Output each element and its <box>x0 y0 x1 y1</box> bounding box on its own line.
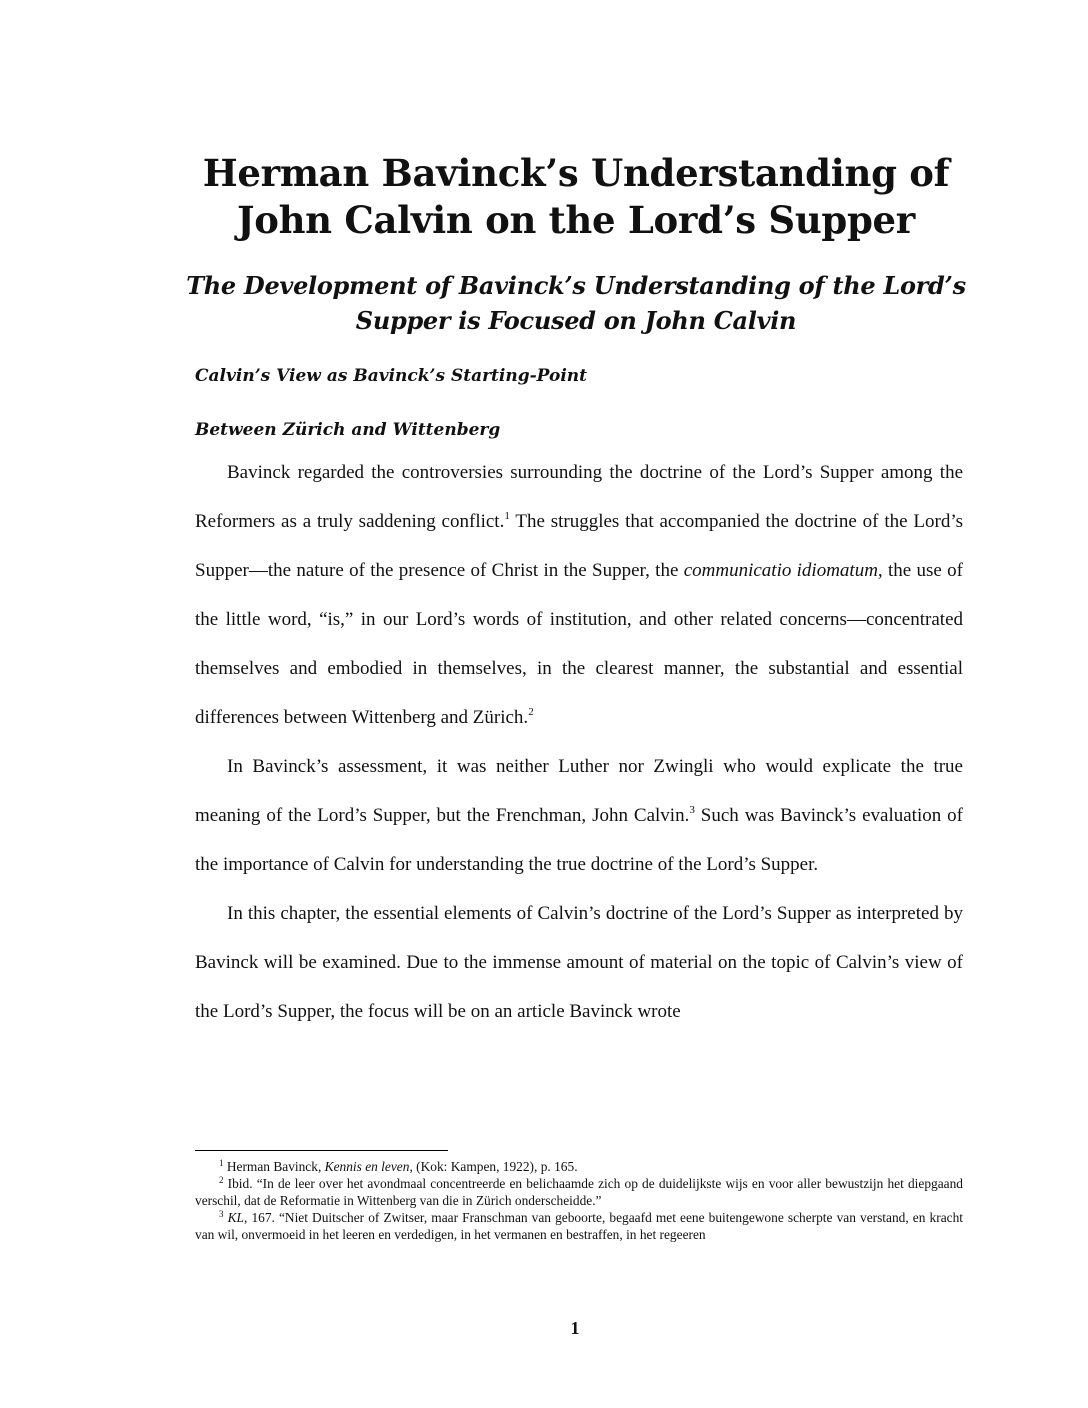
section-heading: Calvin’s View as Bavinck’s Starting-Point <box>195 366 587 386</box>
paragraph-2: In Bavinck’s assessment, it was neither Luther nor Zwingli who would explicate the true meaning of the Lord’s Supper, but the Frenchman, John Calvin.$^3$ Such was Bavinck’s evaluation of the importance of Calvin for understanding the true doctrine of the Lord’s Supper. <box>195 756 964 875</box>
document-subtitle: The Development of Bavinck’s Understanding of the Lord’s Supper is Focused on John Calvin <box>186 271 966 335</box>
footnote-ref-3[interactable]: 3 <box>689 804 695 816</box>
paragraph-1: Bavinck regarded the controversies surrounding the doctrine of the Lord’s Supper among the Reformers as a truly saddening conflict.$^1$ The struggles that accompanied the doctrine of the Lord’s Supper—the nature of the presence of Christ in the Supper, the communicatio idiomatum, the use of the little word, “is,” in our Lord’s words of institution, and other related concerns—concentrated themselves and embodied in themselves, in the clearest manner, the substantial and essential differences between Wittenberg and Zürich.$^2$ <box>195 462 963 728</box>
body-text <box>195 448 963 1036</box>
footnote-ref-1[interactable]: 1 <box>504 510 510 522</box>
document-title: Herman Bavinck’s Understanding of John Calvin on the Lord’s Supper <box>202 151 950 242</box>
footnote-2: $^2$ Ibid. “In de leer over het avondmaal concentreerde en belichaamde zich op de duidelijkste wijs en voor aller bewustzijn het diepgaand verschil, dat de Reformatie in Wittenberg van die in Zürich onderscheidde.” <box>195 1175 963 1208</box>
paragraph-3: In this chapter, the essential elements of Calvin’s doctrine of the Lord’s Supper as interpreted by Bavinck will be examined. Due to the immense amount of material on the topic of Calvin’s view of the Lord’s Supper, the focus will be on an article Bavinck wrote <box>195 903 963 1022</box>
page-number: 1 <box>570 1318 580 1338</box>
footnote-1: $^1$ Herman Bavinck, Kennis en leven, (Kok: Kampen, 1922), p. 165. <box>219 1158 578 1174</box>
subsection-heading: Between Zürich and Wittenberg <box>195 420 501 440</box>
footnote-3: $^3$ KL, 167. “Niet Duitscher of Zwitser, maar Franschman van geboorte, begaafd met eene buitengewone scherpte van verstand, en kracht van wil, onvermoeid in het leeren en verdedigen, in het vermanen en bestraffen, in het regeeren <box>195 1209 963 1242</box>
footnote-divider <box>195 1150 448 1151</box>
footnote-ref-2[interactable]: 2 <box>528 706 534 718</box>
footnotes <box>195 1158 963 1243</box>
